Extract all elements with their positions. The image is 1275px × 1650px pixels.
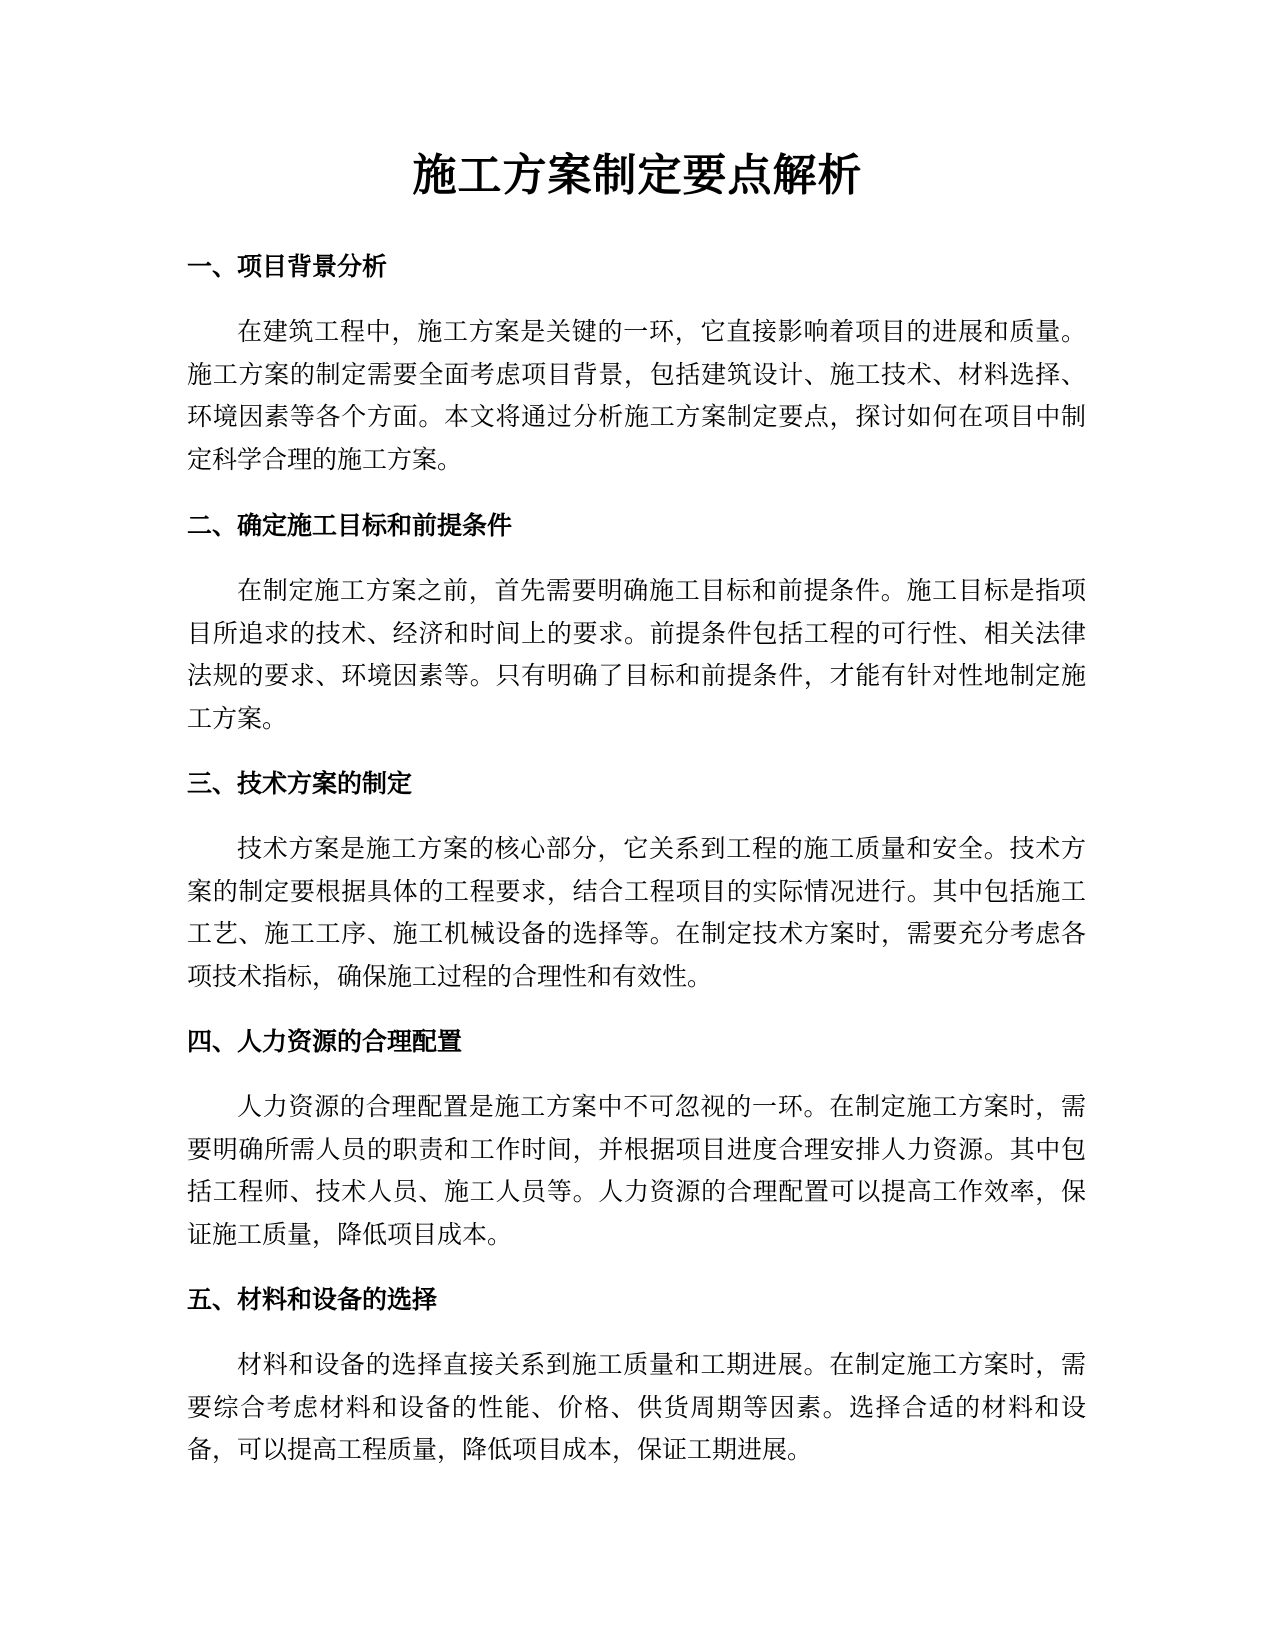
section-heading-3: 三、技术方案的制定 bbox=[187, 769, 413, 798]
section-paragraph-3: 技术方案是施工方案的核心部分，它关系到工程的施工质量和安全。技术方案的制定要根据具体的工程要求，结合工程项目的实际情况进行。其中包括施工工艺、施工工序、施工机械设备的选择等。在制定技术方案时，需要充分考虑各项技术指标，确保施工过程的合理性和有效性。 bbox=[187, 834, 1086, 991]
section-heading-2: 二、确定施工目标和前提条件 bbox=[187, 511, 513, 540]
section-paragraph-4: 人力资源的合理配置是施工方案中不可忽视的一环。在制定施工方案时，需要明确所需人员的职责和工作时间，并根据项目进度合理安排人力资源。其中包括工程师、技术人员、施工人员等。人力资源的合理配置可以提高工作效率，保证施工质量，降低项目成本。 bbox=[187, 1092, 1086, 1249]
section-heading-5: 五、材料和设备的选择 bbox=[187, 1285, 438, 1314]
section-paragraph-1: 在建筑工程中，施工方案是关键的一环，它直接影响着项目的进展和质量。施工方案的制定需要全面考虑项目背景，包括建筑设计、施工技术、材料选择、环境因素等各个方面。本文将通过分析施工方案制定要点，探讨如何在项目中制定科学合理的施工方案。 bbox=[187, 317, 1086, 474]
section-heading-1: 一、项目背景分析 bbox=[187, 252, 388, 281]
section-paragraph-5: 材料和设备的选择直接关系到施工质量和工期进展。在制定施工方案时，需要综合考虑材料和设备的性能、价格、供货周期等因素。选择合适的材料和设备，可以提高工程质量，降低项目成本，保证工期进展。 bbox=[187, 1350, 1086, 1464]
section-paragraph-2: 在制定施工方案之前，首先需要明确施工目标和前提条件。施工目标是指项目所追求的技术、经济和时间上的要求。前提条件包括工程的可行性、相关法律法规的要求、环境因素等。只有明确了目标和前提条件，才能有针对性地制定施工方案。 bbox=[187, 576, 1086, 733]
document-title: 施工方案制定要点解析 bbox=[412, 150, 863, 201]
section-heading-4: 四、人力资源的合理配置 bbox=[187, 1027, 463, 1056]
